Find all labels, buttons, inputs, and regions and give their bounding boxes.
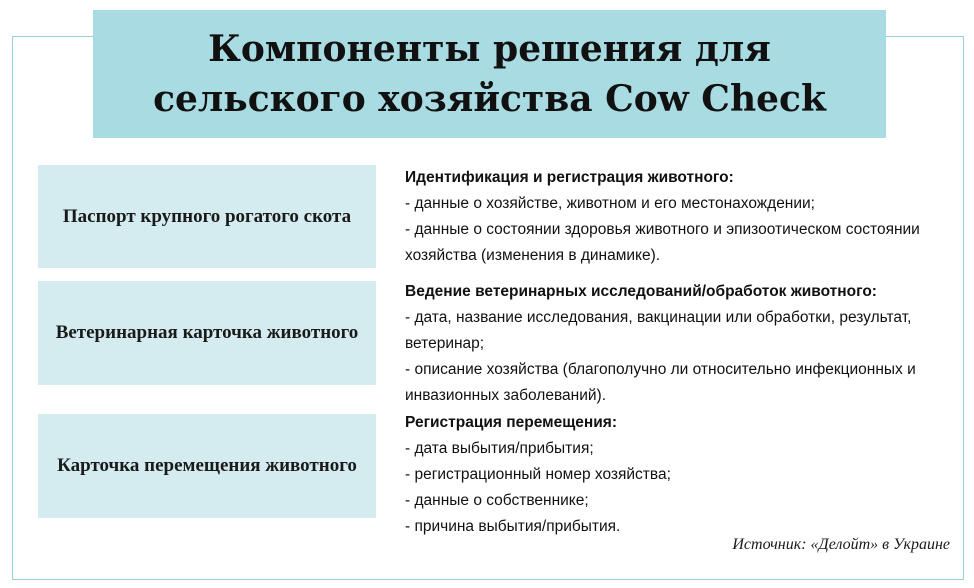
component-label: Ветеринарная карточка животного [55, 322, 359, 343]
title-banner [93, 10, 886, 138]
description-line: - дата выбытия/прибытия; [405, 440, 594, 457]
component-label: Карточка перемещения животного [57, 455, 357, 476]
component-box-passport [38, 165, 376, 268]
description-heading: Идентификация и регистрация животного: [405, 169, 734, 186]
component-box-vet-card [38, 281, 376, 385]
description-line: - регистрационный номер хозяйства; [405, 466, 671, 483]
page-title: Компоненты решения для сельского хозяйства Cow Check [153, 28, 826, 120]
description-passport [405, 165, 950, 269]
description-vet-card [405, 279, 950, 409]
description-movement-card [405, 410, 950, 540]
description-heading: Ведение ветеринарных исследований/обработок животного: [405, 283, 877, 300]
description-heading: Регистрация перемещения: [405, 414, 618, 431]
description-line: - данные о состоянии здоровья животного и эпизоотическом состоянии хозяйства (изменения в динамике). [405, 221, 920, 264]
description-line: - дата, название исследования, вакцинации или обработки, результат, ветеринар; [405, 309, 912, 352]
description-line: - описание хозяйства (благополучно ли относительно инфекционных и инвазионных заболеваний). [405, 361, 916, 404]
component-label: Паспорт крупного рогатого скота [62, 205, 352, 227]
description-line: - данные о собственнике; [405, 492, 589, 509]
description-line: - причина выбытия/прибытия. [405, 518, 621, 535]
source-caption: Источник: «Делойт» в Украине [732, 536, 950, 553]
component-box-movement-card [38, 414, 376, 518]
description-line: - данные о хозяйстве, животном и его местонахождении; [405, 195, 815, 212]
